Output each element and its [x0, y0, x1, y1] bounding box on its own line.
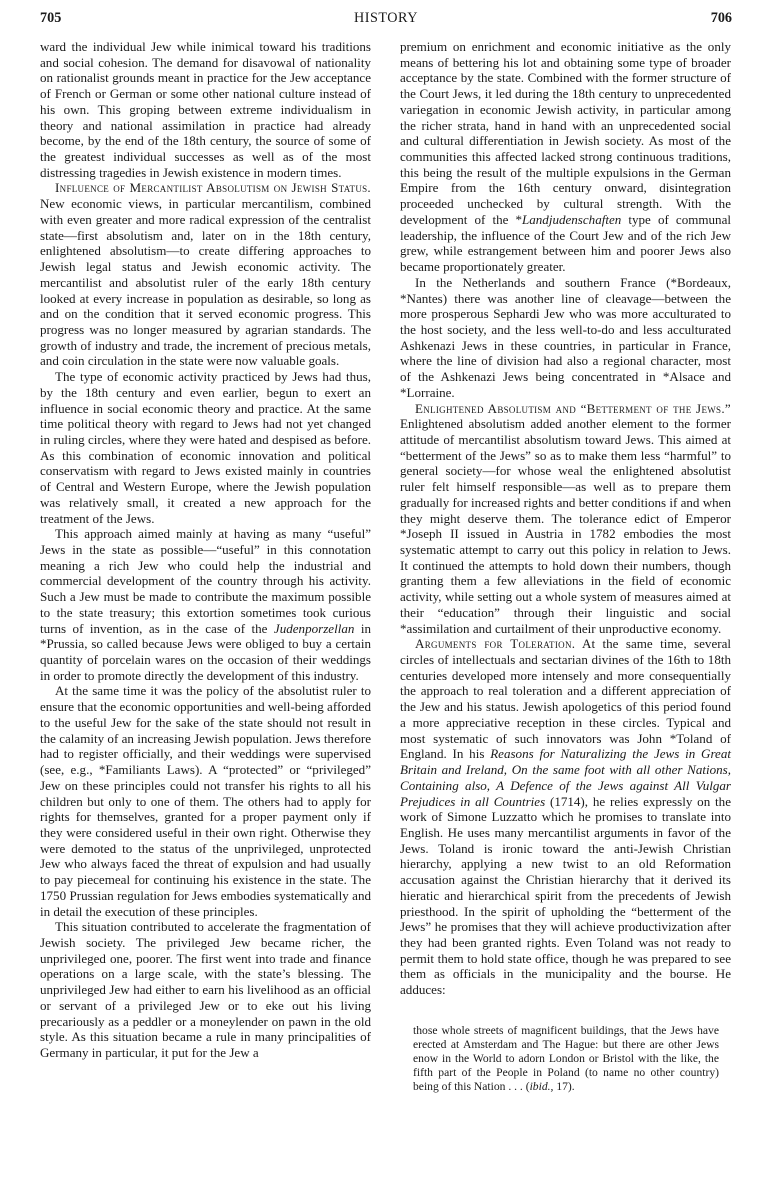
paragraph-text: At the same time, several circles of intellectuals and sectarian divines of the 16th to 18th centuries developed more intensely and more consequentially the approach to real toleration and a different appreciation of the Jew and his status. Jewish apologetics of this period found a more appreciative reception in these circles. Typical and most systematic of such innovators was John *Toland of England. In his	[400, 636, 731, 762]
quote-text: those whole streets of magnificent buildings, that the Jews have erected at Amsterdam and The Hague: but there are other Jews enow in the World to adorn London or Bristol with the like, the fifth part of the People in Poland (to name no other country) being of this Nation . . . (	[413, 1023, 719, 1094]
page-header	[40, 8, 732, 28]
paragraph: The type of economic activity practiced by Jews had thus, by the 18th century and even earlier, begun to exert an influence in social economic theory and practice. At the same time political theory with regard to Jews had not yet changed in ruling circles, where they were hated and despised as before. As this combination of economic innovation and political conservatism with regard to Jews existed mainly in countries of Central and Western Europe, where the Jewish population was relatively small, it created a new approach for the treatment of the Jews.	[40, 369, 371, 526]
italic-term: Judenporzellan	[273, 620, 355, 636]
quote-text: 17).	[553, 1080, 575, 1094]
section-heading: Arguments for Toleration.	[415, 636, 576, 652]
paragraph-enlightened-absolutism	[400, 401, 731, 637]
paragraph-text: in *Prussia, so called because Jews were obliged to buy a certain quantity of porcelain wares on the occasion of their weddings in order to promote directly the development of this industry.	[40, 620, 371, 683]
paragraph-text: type of communal leadership, the influence of the Court Jew and of the rich Jew grew, while estrangement between him and poorer Jews also became proportionately greater.	[400, 211, 731, 275]
section-heading: Influence of Mercantilist Absolutism on Jewish Status.	[55, 180, 371, 196]
citation-ibid: ibid.,	[529, 1080, 554, 1094]
paragraph-mercantilist-absolutism	[40, 180, 371, 369]
paragraph: At the same time it was the policy of the absolutist ruler to ensure that the economic opportunities and well-being afforded to the useful Jew for the sake of the state should not result in the calamity of an increasing Jewish population. Jews therefore had to register officially, and their weddings were supervised (see, e.g., *Familiants Laws). A “protected” or “privileged” Jew on these principles could not transfer his rights to all his children but only to one of them. The others had to apply for rights for themselves, granted for a proper payment only if they were considered useful in their own right. Otherwise they were demoted to the status of the unprivileged, unprotected Jew who always faced the threat of expulsion and had usually to pay piecemeal for continuing his existence in the state. The 1750 Prussian regulation for Jews embodies systematically and in detail the execution of these principles.	[40, 683, 371, 919]
page-number-left: 705	[40, 10, 62, 26]
italic-term: Landjudenschaften	[522, 211, 622, 227]
section-heading: Enlightened Absolutism and “Betterment of the Jews.”	[415, 400, 731, 416]
running-title: HISTORY	[354, 10, 418, 26]
paragraph	[400, 39, 731, 275]
paragraph	[40, 526, 371, 683]
paragraph: In the Netherlands and southern France (*Bordeaux, *Nantes) there was another line of cleavage—between the more prosperous Sephardi Jew who was more acculturated to the host society, and the less well-to-do and less acculturated Ashkenazi Jews in these countries, in particular in France, where the line of division had also a regional character, most of the Ashkenazi Jews being concentrated in *Alsace and *Lorraine.	[400, 274, 731, 400]
paragraph: ward the individual Jew while inimical toward his traditions and social cohesion. The demand for disavowal of nationality on rationalist grounds meant in practice for the Jew acceptance of French or German or some other national culture instead of his own. This groping between extreme individualism in theory and national assimilation in practice had already become, by the end of the 18th century, the source of some of the greatest individual successes as well as of the most distressing tragedies in Jewish existence in modern times.	[40, 39, 371, 180]
page-number-right: 706	[710, 10, 732, 26]
paragraph-arguments-for-toleration	[400, 636, 731, 998]
paragraph-text: This approach aimed mainly at having as many “useful” Jews in the state as possible—“useful” in this connotation meaning a rich Jew who could help the industrial and commercial development of the country through his activity. Such a Jew must be made to contribute the maximum possible to the state treasury; this extortion sometimes took curious turns of invention, as in the case of the	[40, 526, 371, 636]
paragraph: This situation contributed to accelerate the fragmentation of Jewish society. The privileged Jew became richer, the unprivileged one, poorer. The first went into trade and finance operations on a large scale, with the state’s blessing. The unprivileged Jew had either to earn his livelihood as an official or servant of a privileged Jew or to eke out his living precariously as a peddler or a moneylender on pawn in the old style. As this situation became a rule in many principalities of Germany in particular, it put for the Jew a	[40, 919, 371, 1060]
left-column	[40, 39, 371, 1061]
paragraph-text: New economic views, in particular mercantilism, combined with even greater and more radical expression of the centralist state—first absolutism and, later on in the 18th century, enlightened absolutism—to create differing approaches to Jewish legal status and Jewish economic activity. The mercantilist and absolutist ruler of the early 18th century looked at every increase in population as desirable, so long as and on the condition that it served economic progress. This progress was no longer measured by agrarian standards. The growth of industry and trade, the increment of precious metals, and coin circulation in the state were now valuable goals.	[40, 196, 371, 369]
paragraph-text: (1714), he relies expressly on the work of Simone Luzzatto which he promises to translate into English. He uses many mercantilist arguments in favor of the Jews. Toland is ironic toward the anti-Jewish Christian hierarchy, applying a new twist to an old Reformation accusation against the Christian hierarchy that it derived its hieratic and hierarchical spirit from the precedents of Jewish priesthood. In the spirit of upholding the “betterment of the Jews” he promises that they will achieve productivization after they had been granted rights. Even Toland was not ready to permit them to hold state office, though he was prepared to see them as officials in the municipality and the bourse. He adduces:	[400, 793, 731, 998]
right-column	[400, 39, 731, 1094]
italic-book-title: Reasons for Naturalizing the Jews in Great Britain and Ireland, On the same foot with all other Nations, Containing also, A Defence of the Jews against All Vulgar Prejudices in all Countries	[400, 746, 731, 809]
block-quote	[413, 1024, 719, 1094]
paragraph-text: Enlightened absolutism added another element to the former attitude of mercantilist absolutism toward Jews. This aimed at “betterment of the Jews” so as to make them less “harmful” to general society—for whose weal the enlightened absolutist ruler felt himself responsible—as well as to prepare them gradually for increased rights and better conditions if and when they might deserve them. The tolerance edict of Emperor *Joseph II issued in Austria in 1782 embodies the most systematic attempt to carry out this policy in relation to Jews. It continued the attempts to hold down their numbers, though granting them a few alleviations in the field of economic activity, while setting out a whole system of measures aimed at their “education” through their linguistic and social *assimilation and curtailment of their unproductive economy.	[400, 416, 731, 636]
paragraph-text: premium on enrichment and economic initiative as the only means of bettering his lot and obtaining some type of broader acceptance by the state. Combined with the former structure of the Court Jews, it led during the 18th century to unprecedented variegation in economic Jewish activity, in particular among the richer strata, hand in hand with an unprecedented social and cultural differentiation in Jewish society. As most of the communities this affected lacked strong continuous traditions, this being the result of the multiple expulsions in the German Empire from the 16th century onward, disintegration proceeded unchecked by cultural strength. With the development of the *	[400, 39, 731, 227]
